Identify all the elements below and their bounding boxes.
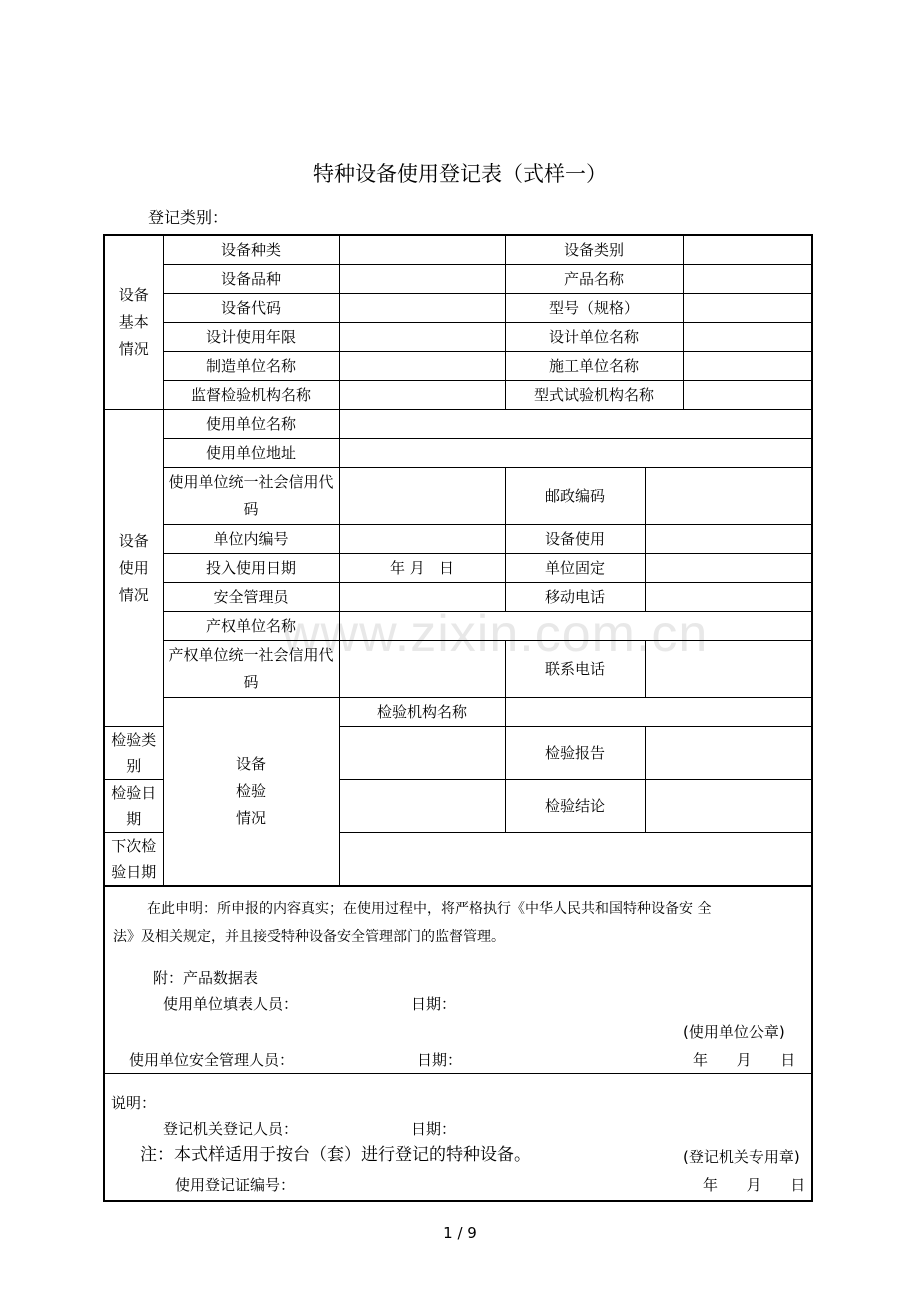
field-inspection-agency[interactable]	[505, 698, 811, 727]
field-design-life[interactable]	[339, 323, 505, 352]
section-usage-label	[105, 410, 163, 727]
declaration-line-1: 在此申明：所申报的内容真实；在使用过程中，将严格执行《中华人民共和国特种设备安 全	[147, 901, 712, 917]
section-inspection-label	[163, 698, 339, 886]
field-inspection-report[interactable]	[645, 727, 811, 780]
field-device-variety[interactable]	[339, 265, 505, 294]
label-inspection-report: 检验报告	[505, 727, 645, 780]
page-title: 特种设备使用登记表（式样一）	[313, 162, 607, 186]
user-seal-label: (使用单位公章)	[683, 1023, 785, 1041]
field-supervision-agency[interactable]	[339, 381, 505, 410]
label-model-spec: 型号（规格）	[505, 294, 683, 323]
label-owner-name: 产权单位名称	[163, 612, 339, 641]
registration-type-label: 登记类别：	[148, 208, 229, 227]
equipment-table	[105, 236, 811, 886]
field-device-category[interactable]	[339, 236, 505, 265]
label-design-unit: 设计单位名称	[505, 323, 683, 352]
declaration-ymd: 年 月 日	[693, 1051, 796, 1069]
label-unit-fixed: 单位固定	[505, 554, 645, 583]
field-manufacturer[interactable]	[339, 352, 505, 381]
field-device-code[interactable]	[339, 294, 505, 323]
section-basic-label	[105, 236, 163, 410]
registrar-date-label: 日期：	[411, 1120, 457, 1138]
field-type-test-agency[interactable]	[683, 381, 811, 410]
remarks-section	[105, 1073, 811, 1200]
label-inspection-type: 检验类别	[105, 727, 163, 780]
label-user-address: 使用单位地址	[163, 439, 339, 468]
field-inspection-date[interactable]	[339, 780, 505, 833]
safety-date-label: 日期：	[417, 1051, 463, 1069]
field-unit-fixed[interactable]	[645, 554, 811, 583]
field-design-unit[interactable]	[683, 323, 811, 352]
field-safety-manager[interactable]	[339, 583, 505, 612]
label-construction-unit: 施工单位名称	[505, 352, 683, 381]
label-next-inspection-date: 下次检验日期	[105, 833, 163, 886]
label-commission-date: 投入使用日期	[163, 554, 339, 583]
remarks-label: 说明：	[111, 1094, 157, 1112]
label-safety-manager: 安全管理员	[163, 583, 339, 612]
label-design-life: 设计使用年限	[163, 323, 339, 352]
label-inspection-conclusion: 检验结论	[505, 780, 645, 833]
field-internal-number[interactable]	[339, 525, 505, 554]
field-device-class[interactable]	[683, 236, 811, 265]
safety-person-label: 使用单位安全管理人员：	[129, 1051, 295, 1069]
section-basic-text: 设备 基本 情况	[118, 286, 149, 358]
label-manufacturer: 制造单位名称	[163, 352, 339, 381]
label-inspection-date: 检验日期	[105, 780, 163, 833]
section-inspection-text: 设备 检验 情况	[236, 755, 267, 827]
label-device-class: 设备类别	[505, 236, 683, 265]
attachment-label: 附：产品数据表	[153, 969, 259, 987]
field-owner-name[interactable]	[339, 612, 811, 641]
declaration-section	[105, 886, 811, 1073]
certificate-number-label: 使用登记证编号：	[175, 1176, 296, 1194]
label-internal-number: 单位内编号	[163, 525, 339, 554]
label-supervision-agency: 监督检验机构名称	[163, 381, 339, 410]
label-device-code: 设备代码	[163, 294, 339, 323]
field-user-name[interactable]	[339, 410, 811, 439]
page-number: 1 / 9	[443, 1224, 477, 1242]
authority-seal-label: (登记机关专用章)	[683, 1148, 800, 1166]
field-construction-unit[interactable]	[683, 352, 811, 381]
field-contact-phone[interactable]	[645, 641, 811, 698]
footer-note: 注：本式样适用于按台（套）进行登记的特种设备。	[140, 1145, 531, 1165]
label-postal-code: 邮政编码	[505, 468, 645, 525]
remarks-ymd: 年 月 日	[703, 1176, 806, 1194]
field-inspection-conclusion[interactable]	[645, 780, 811, 833]
label-contact-phone: 联系电话	[505, 641, 645, 698]
registrar-label: 登记机关登记人员：	[163, 1120, 299, 1138]
field-postal-code[interactable]	[645, 468, 811, 525]
filler-date-label: 日期：	[411, 995, 457, 1013]
label-user-credit-code: 使用单位统一社会信用代码	[163, 468, 339, 525]
label-mobile-phone: 移动电话	[505, 583, 645, 612]
declaration-line-2: 法》及相关规定，并且接受特种设备安全管理部门的监督管理。	[113, 929, 505, 945]
field-commission-date[interactable]: 年 月 日	[339, 554, 505, 583]
field-user-credit-code[interactable]	[339, 468, 505, 525]
registration-form	[103, 234, 813, 1202]
label-inspection-agency: 检验机构名称	[339, 698, 505, 727]
label-device-variety: 设备品种	[163, 265, 339, 294]
field-mobile-phone[interactable]	[645, 583, 811, 612]
field-product-name[interactable]	[683, 265, 811, 294]
label-owner-credit-code: 产权单位统一社会信用代码	[163, 641, 339, 698]
field-model-spec[interactable]	[683, 294, 811, 323]
watermark-text: www.zixin.com.cn	[282, 605, 709, 663]
field-owner-credit-code[interactable]	[339, 641, 505, 698]
field-inspection-type[interactable]	[339, 727, 505, 780]
label-product-name: 产品名称	[505, 265, 683, 294]
label-type-test-agency: 型式试验机构名称	[505, 381, 683, 410]
section-usage-text: 设备 使用 情况	[118, 531, 149, 604]
field-user-address[interactable]	[339, 439, 811, 468]
field-equipment-use[interactable]	[645, 525, 811, 554]
label-user-name: 使用单位名称	[163, 410, 339, 439]
label-equipment-use: 设备使用	[505, 525, 645, 554]
filler-label: 使用单位填表人员：	[163, 995, 299, 1013]
field-next-inspection-date[interactable]	[339, 833, 811, 886]
label-device-category: 设备种类	[163, 236, 339, 265]
